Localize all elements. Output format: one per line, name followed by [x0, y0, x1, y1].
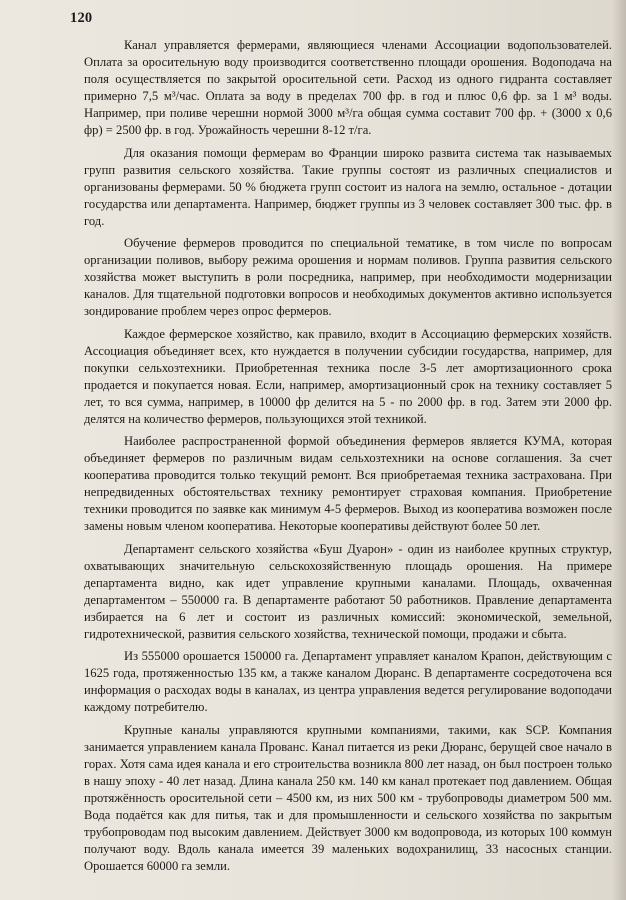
page-number: 120 [70, 10, 93, 26]
paragraph-farm-association: Каждое фермерское хозяйство, как правило, входит в Ассоциацию фермерских хозяйств. Ассоциация объединяет всех, кто нуждается в получении субсидии государства, например, для покупки сельхозтехники. Приобретенная техника после 3-5 лет амортизационного срока продается и покупается новая. Если, например, амортизационный срок на технику составляет 5 лет, то вся сумма, например, в 10000 фр делится на 5 - по 2000 фр. в год. Затем эти 2000 фр. делятся на количество фермеров, пользующихся этой техникой. [84, 326, 612, 426]
paragraph-irrigated-area: Из 555000 орошается 150000 га. Департамент управляет каналом Крапон, действующим с 1625 года, протяженностью 135 км, а также каналом Дюранс. В департаменте сосредоточена вся информация о расходах воды в каналах, из центра управления ведется регулирование водоподачи каждому потребителю. [84, 649, 612, 714]
paragraph-kuma-cooperative: Наиболее распространенной формой объединения фермеров является КУМА, которая объединяет фермеров по различным видам сельхозтехники на основе соглашения. За счет кооператива проводится только текущий ремонт. Вся приобретаемая техника застрахована. При непредвиденных обстоятельствах технику ремонтирует страховая компания. Приобретение техники проводится по заявке как минимум 4-5 фермеров. Выход из кооператива возможен после замены новым членом кооператива. Некоторые кооперативы действуют более 50 лет. [84, 434, 612, 533]
page-text-body [84, 37, 612, 880]
paragraph-farmer-training: Обучение фермеров проводится по специальной тематике, в том числе по вопросам организации поливов, выбору режима орошения и нормам поливов. Группа развития сельского хозяйства может выступить в роли посредника, например, при необходимости модернизации каналов. Для тщательной подготовки вопросов и необходимых документов активно используется зондирование проблем через опрос фермеров. [84, 236, 612, 318]
paragraph-development-groups: Для оказания помощи фермерам во Франции широко развита система так называемых групп развития сельского хозяйства. Такие группы состоят из различных специалистов и организованы фермерами. 50 % бюджета групп состоит из налога на землю, остальное - дотации государства или департамента. Например, бюджет группы из 3 человек составляет 300 тыс. фр. в год. [84, 145, 612, 228]
paragraph-bouches-du-rhone-department: Департамент сельского хозяйства «Буш Дуарон» - один из наиболее крупных структур, охватывающих значительную сельскохозяйственную площадь орошения. На примере департамента видно, как идет управление крупными каналами. Площадь, охваченная департаментом – 550000 га. В департаменте работают 50 работников. Правление департамента избирается на 6 лет и состоит из различных комиссий: экономической, земельной, гидротехнической, развития сельского хозяйства, технической помощи, продажи и сбыта. [84, 541, 612, 641]
page-edge-shadow [612, 0, 626, 900]
paragraph-canal-management: Канал управляется фермерами, являющиеся членами Ассоциации водопользователей. Оплата за оросительную воду производится соответственно площади орошения. Водоподача на поля осуществляется по закрытой оросительной сети. Расход из одного гидранта составляет примерно 7,5 м³/час. Оплата за воду в пределах 700 фр. в год и плюс 0,6 фр. за 1 м³ воды. Например, при поливе черешни нормой 3000 м³/га общая сумма составит 700 фр. + (3000 х 0,6 фр) = 2500 фр. в год. Урожайность черешни 8-12 т/га. [84, 38, 612, 137]
paragraph-provence-canal: Крупные каналы управляются крупными компаниями, такими, как SCP. Компания занимается управлением канала Прованс. Канал питается из реки Дюранс, берущей свое начало в горах. Хотя сама идея канала и его строительства возникла 800 лет назад, он был построен только в нашу эпоху - 40 лет назад. Длина канала 250 км. 140 км канал протекает под давлением. Общая протяжённость оросительной сети – 4500 км, из них 500 км - трубопроводы диаметром 500 мм. Вода подаётся как для питья, так и для промышленности и сельского хозяйства по закрытым трубопроводам под высоким давлением. Действует 3000 км водопровода, из которых 100 коммун получают воду. Вдоль канала имеется 39 маленьких водохранилищ, 33 насосных станции. Орошается 60000 га земли. [84, 722, 612, 873]
